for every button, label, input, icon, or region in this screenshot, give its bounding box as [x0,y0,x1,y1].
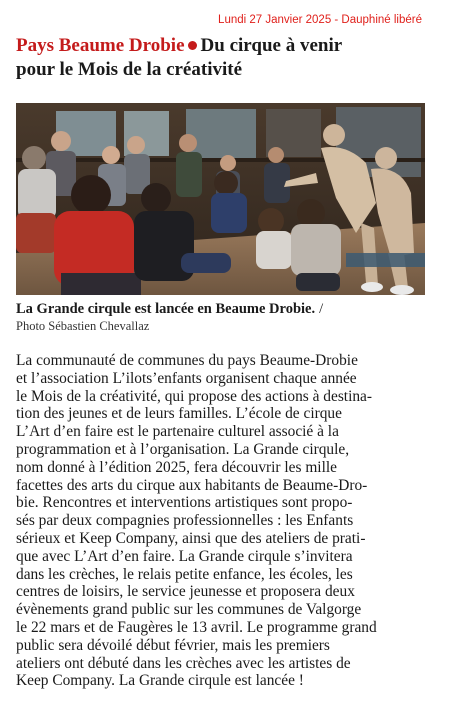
caption-title: La Grande cirqule est lancée en Beaume Drobie. [16,301,316,317]
body-line: bie. Rencontres et interventions artistiques sont propo- [16,494,353,512]
photo-credit: Photo Sébastien Chevallaz [16,319,150,333]
body-line: dans les crèches, le relais petite enfance, les écoles, les [16,565,353,583]
headline-kicker: Pays Beaume Drobie [16,35,185,56]
article-body [16,352,425,690]
dateline: Lundi 27 Janvier 2025 - Dauphiné libéré [218,14,422,26]
body-line: facettes des arts du cirque aux habitants de Beaume-Dro- [16,476,368,494]
body-line: le Mois de la créativité, qui propose des actions à destina- [16,387,373,405]
body-line: que avec L’Art d’en faire. La Grande cirqule s’invitera [16,547,353,565]
body-line: programmation et à l’organisation. La Grande cirqule, [16,440,350,458]
caption-separator: / [319,301,324,317]
body-line: le 22 mars et de Faugères le 13 avril. Le programme grand [16,618,377,636]
headline-title-line1: Du cirque à venir [200,35,343,56]
body-line: ateliers ont débuté dans les crèches avec les artistes de [16,654,351,672]
body-line: sérieux et Keep Company, ainsi que des ateliers de prati- [16,529,366,547]
headline-title-line2: pour le Mois de la créativité [16,59,243,80]
article-photo [16,103,425,295]
headline [16,34,386,82]
circus-workshop-photo-illustration [16,103,425,295]
body-line: tion des jeunes et de leurs familles. L’école de cirque [16,405,342,423]
body-line: évènements grand public sur les communes de Valgorge [16,601,362,619]
body-line: nom donné à l’édition 2025, fera découvrir les mille [16,458,337,476]
body-line: et l’association L’ilots’enfants organisent chaque année [16,369,357,387]
body-line: sés par deux compagnies professionnelles : les Enfants [16,512,354,530]
body-line: L’Art d’en faire est le partenaire culturel associé à la [16,423,339,441]
body-line: public sera dévoilé début février, mais les premiers [16,636,330,654]
body-line: centres de loisirs, le service jeunesse et proposera deux [16,583,355,601]
body-line: Keep Company. La Grande cirqule est lancée ! [16,672,304,690]
photo-caption [16,300,425,335]
bullet-dot-icon [188,41,197,50]
body-line: La communauté de communes du pays Beaume-Drobie [16,352,358,369]
